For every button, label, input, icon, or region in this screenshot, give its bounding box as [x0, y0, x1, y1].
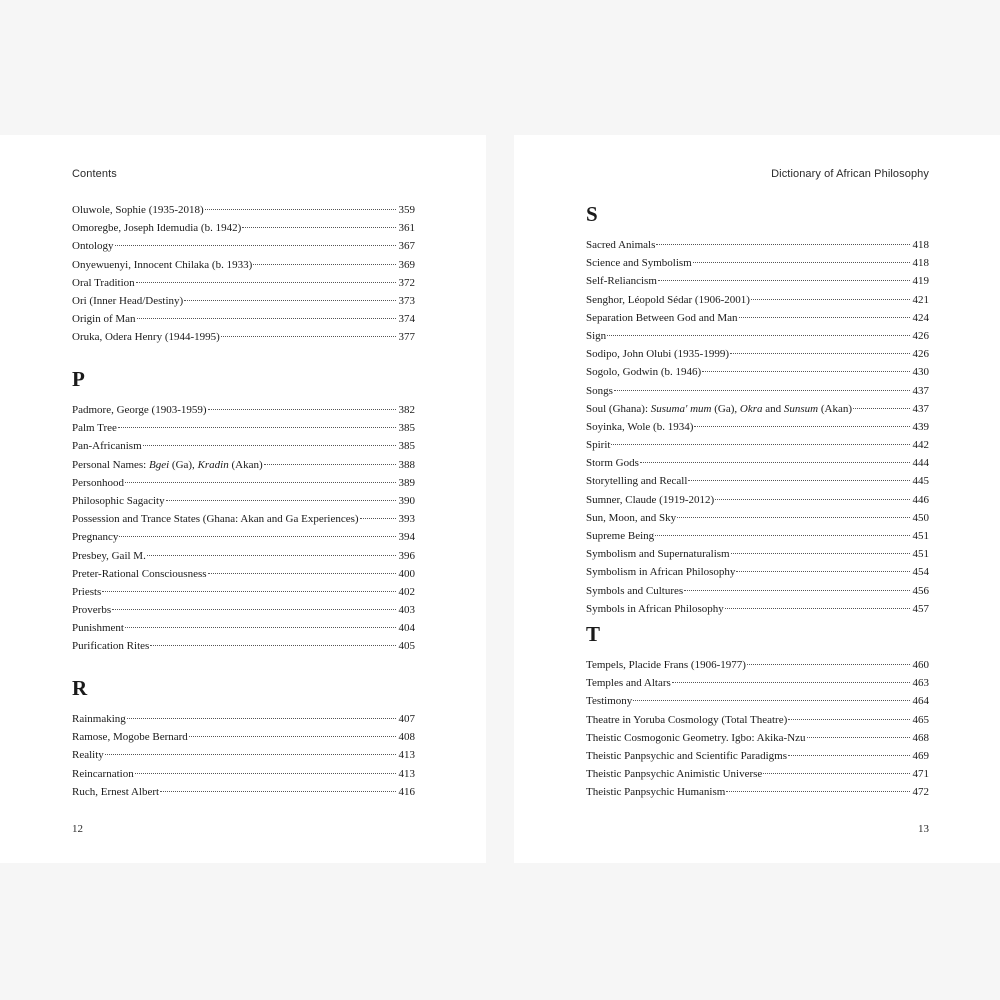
entry-title: Omoregbe, Joseph Idemudia (b. 1942)	[72, 222, 242, 235]
entry-title: Personhood	[72, 476, 124, 489]
toc-entry[interactable]	[586, 545, 929, 563]
entry-page-number: 454	[912, 566, 929, 579]
dot-leader	[208, 572, 396, 574]
dot-leader	[253, 263, 396, 265]
entry-page-number: 408	[398, 731, 415, 744]
toc-entry[interactable]	[72, 219, 415, 237]
dot-leader	[208, 408, 396, 410]
entry-title: Pan-Africanism	[72, 440, 142, 453]
left-page	[0, 135, 486, 863]
toc-entry[interactable]	[586, 783, 929, 801]
entry-page-number: 421	[912, 293, 929, 306]
dot-leader	[730, 352, 910, 354]
entry-title: Priests	[72, 585, 102, 598]
entry-page-number: 426	[912, 348, 929, 361]
toc-section-t	[586, 619, 929, 802]
dot-leader	[655, 534, 910, 536]
entry-page-number: 469	[912, 749, 929, 762]
dot-leader	[677, 516, 910, 518]
entry-page-number: 388	[398, 458, 415, 471]
dot-leader	[118, 426, 396, 428]
toc-entry[interactable]	[586, 291, 929, 309]
toc-entry[interactable]	[586, 345, 929, 363]
entry-title: Ramose, Mogobe Bernard	[72, 731, 188, 744]
dot-leader	[360, 517, 396, 519]
toc-entry[interactable]	[72, 492, 415, 510]
entry-page-number: 464	[912, 695, 929, 708]
running-head-right: Dictionary of African Philosophy	[771, 168, 929, 180]
dot-leader	[640, 461, 910, 463]
entry-page-number: 446	[912, 493, 929, 506]
dot-leader	[731, 552, 910, 554]
entry-title: Oral Tradition	[72, 276, 135, 289]
dot-leader	[633, 699, 910, 701]
dot-leader	[751, 298, 910, 300]
dot-leader	[658, 279, 910, 281]
toc-entry[interactable]	[72, 310, 415, 328]
entry-page-number: 460	[912, 659, 929, 671]
dot-leader	[137, 317, 396, 319]
entry-page-number: 404	[398, 622, 415, 635]
entry-title: Theistic Panpsychic and Scientific Paradigms	[586, 749, 788, 762]
dot-leader	[693, 261, 910, 263]
entry-title-part: Personal Names:	[72, 458, 149, 471]
entry-title: Ruch, Ernest Albert	[72, 785, 160, 798]
entry-page-number: 369	[398, 258, 415, 271]
dot-leader	[702, 370, 910, 372]
entry-title: Theistic Panpsychic Animistic Universe	[586, 768, 763, 781]
toc-entry[interactable]	[72, 437, 415, 455]
dot-leader	[747, 663, 910, 665]
entry-title: Sun, Moon, and Sky	[586, 511, 677, 524]
toc-entry[interactable]	[72, 510, 415, 528]
right-page	[514, 135, 1000, 863]
dot-leader	[656, 243, 910, 245]
toc-entry[interactable]	[72, 746, 415, 764]
entry-page-number: 361	[398, 222, 415, 235]
entry-page-number: 374	[398, 313, 415, 326]
toc-entry[interactable]	[72, 456, 415, 474]
entry-title-part: Soul (Ghana):	[586, 402, 651, 415]
toc-entry[interactable]	[586, 382, 929, 400]
toc-entry[interactable]	[72, 783, 415, 801]
toc-entry[interactable]	[586, 491, 929, 509]
entry-title: Theistic Cosmogonic Geometry. Igbo: Akika-Nzu	[586, 731, 806, 744]
entry-page-number: 445	[912, 475, 929, 488]
toc-entry[interactable]	[72, 565, 415, 583]
dot-leader	[242, 226, 396, 228]
toc-entry[interactable]	[72, 237, 415, 255]
toc-entry[interactable]	[586, 563, 929, 581]
entry-page-number: 400	[398, 567, 415, 580]
toc-entry[interactable]	[72, 601, 415, 619]
entry-title: Theatre in Yoruba Cosmology (Total Theatre)	[586, 713, 788, 726]
entry-title: Oruka, Odera Henry (1944-1995)	[72, 331, 220, 344]
entry-title: Soyinka, Wole (b. 1934)	[586, 420, 694, 433]
entry-title: Sogolo, Godwin (b. 1946)	[586, 366, 702, 379]
entry-page-number: 418	[912, 239, 929, 251]
toc-entry[interactable]	[586, 254, 929, 272]
entry-title-italic: Okra	[739, 402, 763, 415]
toc-entry[interactable]	[72, 710, 415, 728]
entry-title: Symbolism in African Philosophy	[586, 566, 736, 579]
toc-entry[interactable]	[72, 765, 415, 783]
entry-title-part: and	[762, 402, 784, 415]
section-letter: R	[72, 676, 88, 700]
entry-page-number: 367	[398, 240, 415, 253]
entry-page-number: 457	[912, 602, 929, 615]
entry-title: Symbolism and Supernaturalism	[586, 548, 730, 561]
toc-entry[interactable]	[586, 527, 929, 545]
entry-title: Pregnancy	[72, 531, 119, 544]
entry-title: Spirit	[586, 439, 611, 452]
toc-entry[interactable]	[586, 692, 929, 710]
section-letter: T	[586, 622, 601, 646]
entry-page-number: 377	[398, 331, 415, 344]
dot-leader	[725, 607, 910, 609]
entry-title: Songs	[586, 384, 613, 397]
entry-title: Science and Symbolism	[586, 257, 692, 270]
entry-title: Sign	[586, 329, 607, 342]
toc-entry[interactable]	[72, 583, 415, 601]
toc-entry[interactable]	[586, 454, 929, 472]
toc-entry[interactable]	[586, 600, 929, 618]
entry-title: Reality	[72, 749, 104, 762]
toc-entry[interactable]	[586, 747, 929, 765]
entry-page-number: 393	[398, 513, 415, 526]
dot-leader	[726, 790, 910, 792]
entry-page-number: 413	[398, 767, 415, 780]
entry-title: Proverbs	[72, 604, 112, 617]
toc-entry[interactable]	[586, 656, 929, 674]
toc-entry[interactable]	[72, 528, 415, 546]
entry-title: Reincarnation	[72, 767, 134, 780]
toc-entry[interactable]	[72, 256, 415, 274]
entry-title: Ontology	[72, 240, 114, 253]
entry-page-number: 465	[912, 713, 929, 726]
entry-page-number: 471	[912, 768, 929, 781]
entry-title-italic: Bgei	[148, 458, 170, 471]
entry-page-number: 418	[912, 257, 929, 270]
entry-page-number: 450	[912, 511, 929, 524]
entry-title: Temples and Altars	[586, 677, 671, 690]
toc-entry[interactable]	[586, 418, 929, 436]
entry-page-number: 437	[912, 402, 929, 415]
entry-page-number: 463	[912, 677, 929, 690]
toc-section-p	[72, 364, 415, 656]
entry-page-number: 468	[912, 731, 929, 744]
entry-title: Purification Rites	[72, 640, 150, 653]
dot-leader	[125, 626, 396, 628]
toc-entry[interactable]	[72, 292, 415, 310]
entry-page-number: 407	[398, 713, 415, 725]
toc-entry[interactable]	[586, 509, 929, 527]
toc-section-s	[586, 199, 929, 618]
entry-page-number: 430	[912, 366, 929, 379]
entry-page-number: 451	[912, 548, 929, 561]
dot-leader	[788, 754, 910, 756]
entry-title: Storm Gods	[586, 457, 639, 470]
dot-leader	[788, 718, 910, 720]
dot-leader	[112, 608, 396, 610]
entry-title: Possession and Trance States (Ghana: Akan and Ga Experiences)	[72, 513, 359, 526]
entry-title-italic: Kradin	[197, 458, 229, 471]
dot-leader	[694, 425, 910, 427]
section-letter: P	[72, 367, 85, 391]
entry-page-number: 426	[912, 329, 929, 342]
dot-leader	[127, 717, 396, 719]
entry-title: Symbols in African Philosophy	[586, 602, 724, 615]
entry-page-number: 416	[398, 785, 415, 798]
entry-page-number: 385	[398, 422, 415, 435]
entry-title: Presbey, Gail M.	[72, 549, 146, 562]
toc-entry[interactable]	[586, 711, 929, 729]
entry-page-number: 405	[398, 640, 415, 653]
entry-page-number: 424	[912, 311, 929, 324]
toc-entry[interactable]	[586, 472, 929, 490]
toc-entry[interactable]	[72, 274, 415, 292]
dot-leader	[166, 499, 396, 501]
entry-title: Padmore, George (1903-1959)	[72, 404, 207, 416]
entry-page-number: 396	[398, 549, 415, 562]
dot-leader	[853, 407, 910, 409]
entry-title: Sodipo, John Olubi (1935-1999)	[586, 348, 729, 361]
entry-page-number: 373	[398, 294, 415, 307]
dot-leader	[672, 681, 910, 683]
toc-entry[interactable]	[586, 327, 929, 345]
entry-title: Ori (Inner Head/Destiny)	[72, 294, 184, 307]
entry-title: Separation Between God and Man	[586, 311, 738, 324]
toc-entry[interactable]	[72, 547, 415, 565]
entry-title: Preter-Rational Consciousness	[72, 567, 207, 580]
entry-page-number: 385	[398, 440, 415, 453]
entry-title-part: (Akan)	[818, 402, 853, 415]
entry-page-number: 444	[912, 457, 929, 470]
entry-title	[72, 456, 263, 474]
entry-title-part: (Ga),	[169, 458, 198, 471]
entry-title: Sumner, Claude (1919-2012)	[586, 493, 715, 506]
toc-entry[interactable]	[586, 363, 929, 381]
dot-leader	[115, 244, 396, 246]
dot-leader	[189, 735, 396, 737]
entry-page-number: 403	[398, 604, 415, 617]
entry-title: Self-Reliancism	[586, 275, 657, 288]
entry-page-number: 472	[912, 786, 929, 799]
entry-title-part: (Ga),	[711, 402, 740, 415]
entry-page-number: 359	[398, 204, 415, 216]
entry-title-part: (Akan)	[228, 458, 263, 471]
entry-title: Symbols and Cultures	[586, 584, 684, 597]
dot-leader	[807, 736, 910, 738]
dot-leader	[119, 535, 396, 537]
dot-leader	[715, 498, 910, 500]
dot-leader	[135, 772, 396, 774]
toc-entry[interactable]	[586, 309, 929, 327]
entry-page-number: 439	[912, 420, 929, 433]
dot-leader	[184, 299, 396, 301]
dot-leader	[688, 479, 910, 481]
toc-section-r	[72, 673, 415, 801]
dot-leader	[143, 444, 396, 446]
toc-entry[interactable]	[72, 401, 415, 419]
entry-title: Testimony	[586, 695, 633, 708]
dot-leader	[611, 443, 910, 445]
toc-entry[interactable]	[586, 674, 929, 692]
dot-leader	[264, 463, 396, 465]
entry-title: Tempels, Placide Frans (1906-1977)	[586, 659, 746, 671]
entry-page-number: 394	[398, 531, 415, 544]
toc-entry[interactable]	[72, 728, 415, 746]
entry-title: Senghor, Léopold Sédar (1906-2001)	[586, 293, 750, 306]
running-head-left: Contents	[72, 168, 117, 180]
entry-page-number: 413	[398, 749, 415, 762]
entry-title: Supreme Being	[586, 530, 655, 542]
toc-entry[interactable]	[586, 729, 929, 747]
toc-entry[interactable]	[72, 201, 415, 219]
dot-leader	[763, 772, 910, 774]
dot-leader	[160, 790, 396, 792]
entry-page-number: 402	[398, 585, 415, 598]
entry-page-number: 456	[912, 584, 929, 597]
entry-title-italic: Sunsum	[783, 402, 819, 415]
entry-page-number: 372	[398, 276, 415, 289]
toc-entry[interactable]	[586, 236, 929, 254]
toc-entry[interactable]	[586, 765, 929, 783]
entry-page-number: 451	[912, 530, 929, 542]
entry-title-italic: Susuma' mum	[650, 402, 712, 415]
dot-leader	[614, 389, 910, 391]
toc-entry[interactable]	[72, 637, 415, 655]
entry-page-number: 437	[912, 384, 929, 397]
dot-leader	[739, 316, 910, 318]
dot-leader	[150, 644, 396, 646]
dot-leader	[684, 589, 910, 591]
dot-leader	[736, 570, 910, 572]
toc-entry[interactable]	[586, 272, 929, 290]
entry-title: Origin of Man	[72, 313, 136, 326]
entry-page-number: 419	[912, 275, 929, 288]
entry-title: Oluwole, Sophie (1935-2018)	[72, 204, 204, 216]
page-number-right: 13	[918, 823, 929, 835]
dot-leader	[205, 208, 396, 210]
toc-entry[interactable]	[586, 400, 929, 418]
dot-leader	[102, 590, 396, 592]
entry-title: Philosophic Sagacity	[72, 494, 165, 507]
toc-entry[interactable]	[72, 419, 415, 437]
entry-title: Rainmaking	[72, 713, 126, 725]
dot-leader	[221, 335, 396, 337]
entry-page-number: 389	[398, 476, 415, 489]
dot-leader	[607, 334, 910, 336]
dot-leader	[105, 753, 396, 755]
entry-page-number: 390	[398, 494, 415, 507]
page-number-left: 12	[72, 823, 83, 835]
dot-leader	[136, 281, 396, 283]
toc-entry[interactable]	[72, 619, 415, 637]
entry-title	[586, 400, 852, 418]
toc-entry[interactable]	[586, 582, 929, 600]
toc-entry[interactable]	[72, 474, 415, 492]
entry-title: Onyewuenyi, Innocent Chilaka (b. 1933)	[72, 258, 253, 271]
dot-leader	[125, 481, 396, 483]
toc-section-o	[72, 201, 415, 347]
dot-leader	[147, 554, 396, 556]
entry-page-number: 442	[912, 439, 929, 452]
toc-entry[interactable]	[586, 436, 929, 454]
entry-title: Sacred Animals	[586, 239, 656, 251]
entry-page-number: 382	[398, 404, 415, 416]
section-letter: S	[586, 202, 598, 226]
entry-title: Storytelling and Recall	[586, 475, 688, 488]
entry-title: Punishment	[72, 622, 124, 635]
toc-entry[interactable]	[72, 328, 415, 346]
entry-title: Theistic Panpsychic Humanism	[586, 786, 726, 799]
entry-title: Palm Tree	[72, 422, 117, 435]
